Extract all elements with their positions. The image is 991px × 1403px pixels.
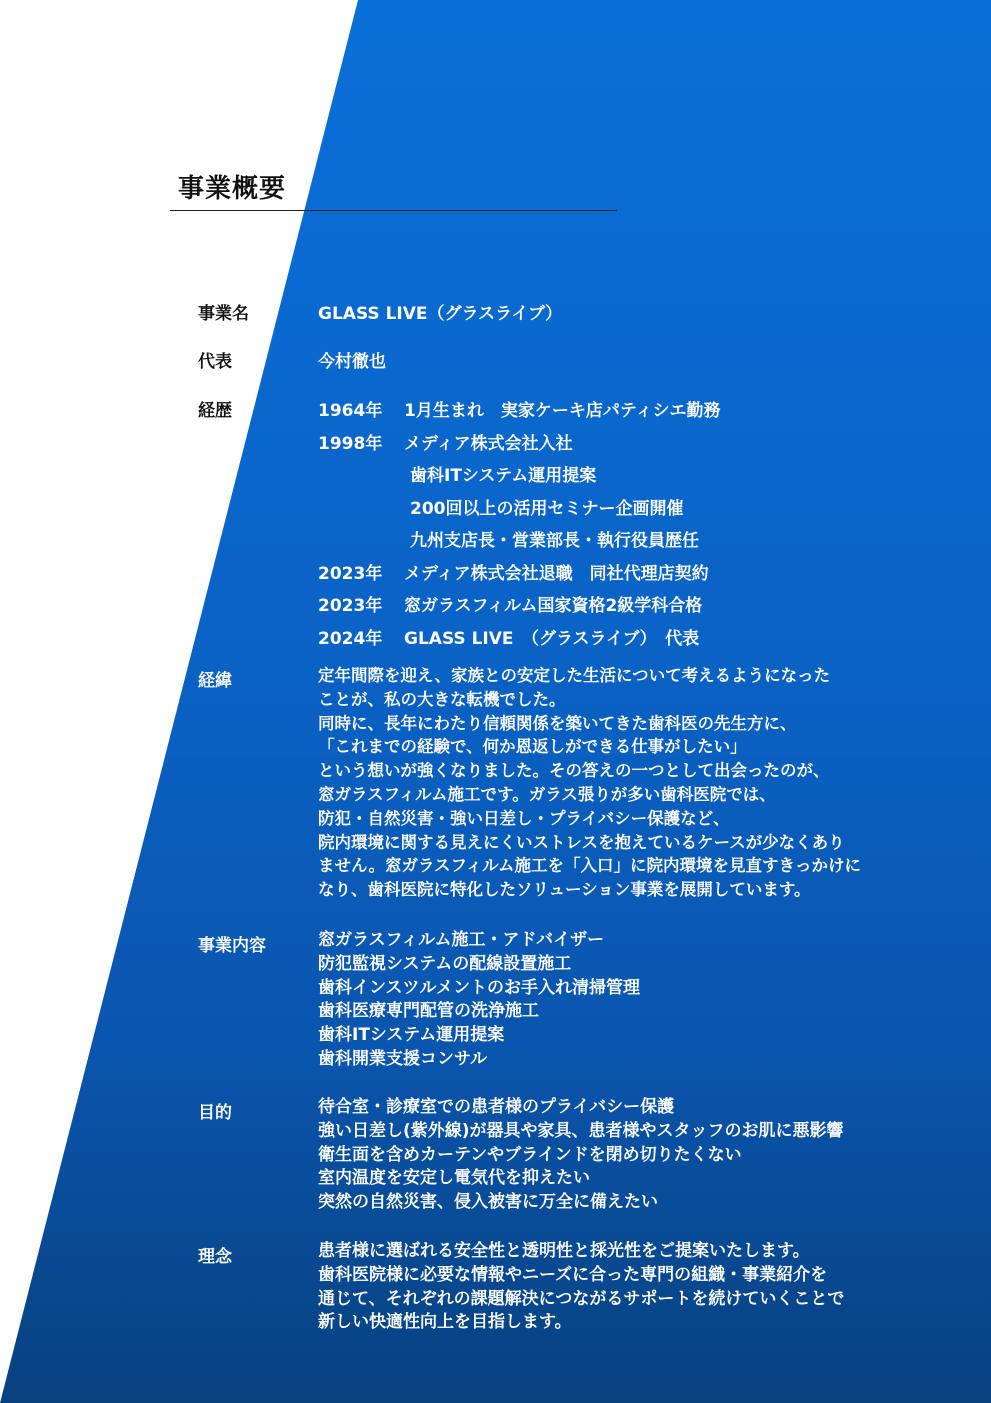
background-line: ことが、私の大きな転機でした。	[318, 689, 566, 709]
background-line: という想いが強くなりました。その答えの一つとして出会ったのが、	[318, 761, 830, 781]
label-services: 事業内容	[198, 936, 266, 956]
label-background: 経緯	[198, 671, 232, 691]
career-entry	[318, 494, 720, 527]
purpose-item: 強い日差し(紫外線)が器具や家具、患者様やスタッフのお肌に悪影響	[318, 1120, 844, 1141]
background-line: 窓ガラスフィルム施工です。ガラス張りが多い歯科医院では、	[318, 784, 776, 804]
title-underline	[170, 210, 617, 211]
career-text: 歯科ITシステム運用提案	[410, 466, 597, 486]
value-business-name: GLASS LIVE（グラスライブ）	[318, 304, 563, 324]
background-line: 院内環境に関する見えにくいストレスを抱えているケースが少なくあり	[318, 832, 845, 852]
purpose-item: 衛生面を含めカーテンやブラインドを閉め切りたくない	[318, 1144, 742, 1165]
background-line: 防犯・自然災害・強い日差し・プライバシー保護など、	[318, 808, 730, 828]
philosophy-line: 患者様に選ばれる安全性と透明性と採光性をご提案いたします。	[318, 1241, 810, 1261]
career-entry	[318, 461, 720, 494]
label-career: 経歴	[198, 401, 232, 421]
purpose-item: 室内温度を安定し電気代を抑えたい	[318, 1168, 590, 1189]
philosophy-line: 歯科医院様に必要な情報やニーズに合った専門の組織・事業紹介を	[318, 1264, 828, 1285]
background-line: ません。窓ガラスフィルム施工を「入口」に院内環境を見直すきっかけに	[318, 856, 862, 876]
service-item: 歯科開業支援コンサル	[318, 1048, 488, 1069]
service-item: 歯科インスツルメントのお手入れ清掃管理	[318, 977, 640, 998]
career-entry	[318, 559, 720, 592]
service-item: 防犯監視システムの配線設置施工	[318, 953, 572, 974]
service-item: 歯科ITシステム運用提案	[318, 1025, 505, 1046]
background-line: 定年間際を迎え、家族との安定した生活について考えるようになった	[318, 666, 831, 685]
career-entry	[318, 591, 720, 624]
career-year: 2023年	[318, 596, 383, 616]
career-year: 1998年	[318, 433, 383, 454]
label-purpose: 目的	[198, 1103, 232, 1123]
career-text: GLASS LIVE （グラスライブ） 代表	[404, 628, 700, 649]
service-item: 歯科医療専門配管の洗浄施工	[318, 1001, 539, 1022]
purpose-item: 突然の自然災害、侵入被害に万全に備えたい	[318, 1192, 658, 1213]
career-entry	[318, 526, 720, 559]
background-line: 「これまでの経験で、何か恩返しができる仕事がしたい」	[318, 737, 747, 757]
purpose-item: 待合室・診療室での患者様のプライバシー保護	[318, 1097, 675, 1117]
career-text: 200回以上の活用セミナー企画開催	[410, 498, 684, 519]
value-representative: 今村徹也	[318, 352, 386, 372]
career-entry	[318, 429, 720, 462]
philosophy-line: 通じて、それぞれの課題解決につながるサポートを続けていくことで	[318, 1288, 845, 1309]
career-text: 1月生まれ 実家ケーキ店パティシエ勤務	[404, 401, 721, 421]
services-list	[318, 929, 640, 1072]
career-year: 2023年	[318, 563, 383, 584]
career-year: 2024年	[318, 628, 383, 649]
page-title: 事業概要	[178, 174, 287, 204]
career-entry	[318, 624, 720, 657]
background-line: 同時に、長年にわたり信頼関係を築いてきた歯科医の先生方に、	[318, 713, 797, 733]
label-representative: 代表	[198, 352, 232, 372]
career-text: 窓ガラスフィルム国家資格2級学科合格	[404, 596, 703, 616]
background-line: なり、歯科医院に特化したソリューション事業を展開しています。	[318, 880, 811, 900]
career-text: メディア株式会社入社	[404, 433, 573, 454]
career-entry	[318, 396, 720, 429]
philosophy-text	[318, 1240, 844, 1335]
career-list	[318, 396, 720, 656]
career-text: 九州支店長・営業部長・執行役員歴任	[410, 531, 699, 551]
career-text: メディア株式会社退職 同社代理店契約	[404, 563, 709, 584]
label-philosophy: 理念	[198, 1247, 232, 1267]
career-year: 1964年	[318, 401, 383, 421]
label-business-name: 事業名	[198, 304, 249, 324]
purpose-list	[318, 1096, 844, 1215]
philosophy-line: 新しい快適性向上を目指します。	[318, 1312, 572, 1333]
service-item: 窓ガラスフィルム施工・アドバイザー	[318, 930, 605, 950]
background-text	[318, 664, 861, 902]
